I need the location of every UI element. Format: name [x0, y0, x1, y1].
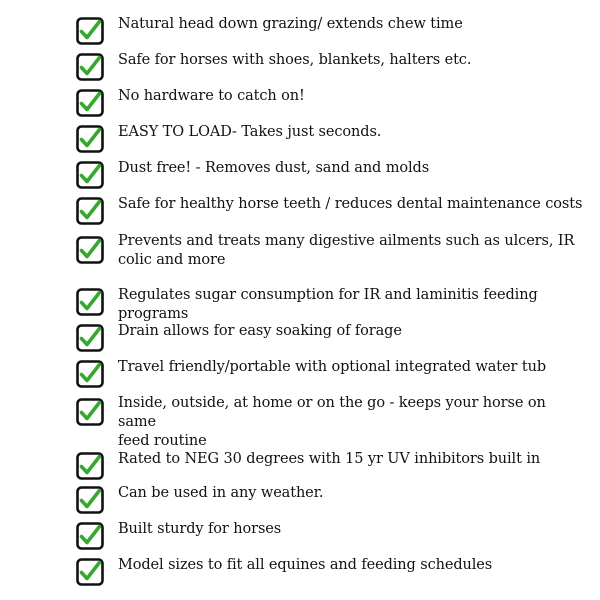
- checklist-item-label: [118, 87, 588, 106]
- checklist-item-label: [118, 51, 588, 70]
- checklist-item-line: Prevents and treats many digestive ailments such as ulcers, IR: [118, 233, 575, 249]
- checklist-item-line: feed routine: [118, 433, 207, 449]
- checklist-item-line: Model sizes to fit all equines and feeding schedules: [118, 557, 493, 573]
- checklist-item-line: Travel friendly/portable with optional integrated water tub: [118, 359, 546, 375]
- checklist-item-label: [118, 159, 588, 178]
- checklist-item-label: [118, 358, 588, 377]
- checkbox-checked-icon: [76, 558, 104, 586]
- checklist-item-line: Safe for healthy horse teeth / reduces dental maintenance costs: [118, 196, 583, 212]
- checkbox-checked-icon: [76, 161, 104, 189]
- checkbox-checked-icon: [76, 197, 104, 225]
- checkbox-checked-icon: [76, 398, 104, 426]
- checkbox-checked-icon: [76, 236, 104, 264]
- checkbox-checked-icon: [76, 89, 104, 117]
- checklist-item-label: [118, 450, 588, 469]
- checklist-item-label: [118, 123, 588, 142]
- checkbox-checked-icon: [76, 324, 104, 352]
- checklist-item-line: Inside, outside, at home or on the go - keeps your horse on same: [118, 395, 546, 430]
- checkbox-checked-icon: [76, 288, 104, 316]
- checkbox-checked-icon: [76, 522, 104, 550]
- checkbox-checked-icon: [76, 486, 104, 514]
- checklist-item-line: Regulates sugar consumption for IR and laminitis feeding programs: [118, 287, 538, 322]
- checkbox-checked-icon: [76, 17, 104, 45]
- checklist-item-line: No hardware to catch on!: [118, 88, 305, 104]
- checklist-item-line: EASY TO LOAD- Takes just seconds.: [118, 124, 382, 140]
- checklist-item-line: colic and more: [118, 252, 226, 268]
- checklist-item-label: [118, 520, 588, 539]
- checklist-item-line: Rated to NEG 30 degrees with 15 yr UV inhibitors built in: [118, 451, 541, 467]
- checklist-item-label: [118, 556, 588, 575]
- checklist-item-line: Built sturdy for horses: [118, 521, 282, 537]
- checklist-item-label: [118, 232, 588, 270]
- checkbox-checked-icon: [76, 452, 104, 480]
- checklist-item-line: Drain allows for easy soaking of forage: [118, 323, 402, 339]
- checklist-item-label: [118, 484, 588, 503]
- checkbox-checked-icon: [76, 360, 104, 388]
- checklist-item-label: [118, 195, 588, 214]
- checklist-item-label: [118, 286, 588, 324]
- checklist-item-line: Can be used in any weather.: [118, 485, 324, 501]
- checklist-item-line: Dust free! - Removes dust, sand and molds: [118, 160, 430, 176]
- checklist-item-label: [118, 322, 588, 341]
- checklist-item-line: Safe for horses with shoes, blankets, halters etc.: [118, 52, 472, 68]
- checkbox-checked-icon: [76, 53, 104, 81]
- checkbox-checked-icon: [76, 125, 104, 153]
- checklist-item-label: [118, 394, 588, 451]
- checklist-item-label: [118, 15, 588, 34]
- checklist-item-line: Natural head down grazing/ extends chew time: [118, 16, 463, 32]
